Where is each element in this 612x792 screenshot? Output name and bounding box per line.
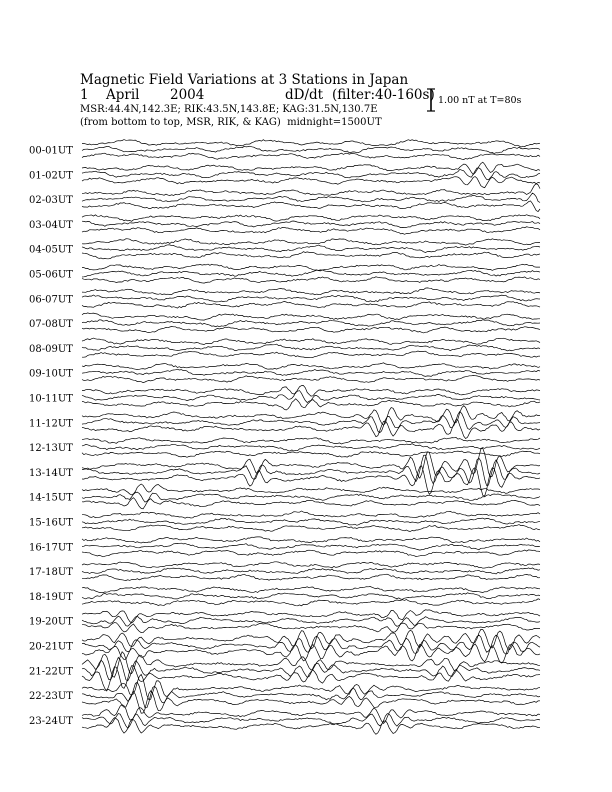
trace-RIK-18-19UT — [82, 593, 540, 599]
row-label-06-07UT: 06-07UT — [29, 294, 73, 306]
trace-KAG-16-17UT — [82, 537, 540, 543]
filter-label: (filter:40-160s) — [332, 87, 435, 103]
trace-MSR-16-17UT — [82, 550, 540, 557]
trace-MSR-07-08UT — [82, 326, 540, 333]
scale-label: 1.00 nT at T=80s — [438, 95, 522, 106]
trace-MSR-17-18UT — [82, 574, 540, 580]
row-label-12-13UT: 12-13UT — [29, 443, 73, 455]
trace-RIK-03-04UT — [82, 221, 540, 228]
trace-RIK-17-18UT — [82, 568, 540, 574]
trace-KAG-09-10UT — [82, 363, 540, 370]
row-label-19-20UT: 19-20UT — [29, 616, 73, 628]
quantity-label: dD/dt — [285, 87, 324, 103]
trace-KAG-00-01UT — [82, 140, 540, 148]
row-label-18-19UT: 18-19UT — [29, 591, 73, 603]
trace-MSR-06-07UT — [82, 301, 540, 308]
row-label-01-02UT: 01-02UT — [29, 170, 73, 182]
trace-MSR-08-09UT — [82, 351, 540, 358]
trace-MSR-15-16UT — [82, 525, 540, 532]
midnight-note: midnight=1500UT — [287, 117, 382, 128]
date-year: 2004 — [170, 87, 205, 103]
trace-KAG-05-06UT — [82, 264, 540, 271]
trace-KAG-06-07UT — [82, 288, 540, 295]
trace-MSR-03-04UT — [82, 227, 540, 235]
row-label-02-03UT: 02-03UT — [29, 195, 73, 207]
trace-KAG-19-20UT — [82, 610, 540, 623]
trace-MSR-01-02UT — [82, 177, 540, 188]
trace-KAG-12-13UT — [82, 437, 540, 444]
row-label-21-22UT: 21-22UT — [29, 666, 73, 678]
trace-MSR-20-21UT — [82, 644, 540, 663]
trace-RIK-04-05UT — [82, 245, 540, 253]
trace-RIK-06-07UT — [82, 295, 540, 302]
trace-RIK-22-23UT — [82, 682, 540, 708]
order-note: (from bottom to top, MSR, RIK, & KAG) — [80, 117, 281, 128]
row-label-15-16UT: 15-16UT — [29, 517, 73, 529]
row-label-05-06UT: 05-06UT — [29, 269, 73, 281]
trace-MSR-02-03UT — [82, 201, 540, 212]
trace-RIK-08-09UT — [82, 344, 540, 351]
trace-RIK-19-20UT — [82, 616, 540, 626]
trace-MSR-12-13UT — [82, 451, 540, 457]
station-coordinates: MSR:44.4N,142.3E; RIK:43.5N,143.8E; KAG:31.5N,130.7E — [80, 104, 378, 115]
trace-KAG-07-08UT — [82, 313, 540, 320]
trace-RIK-16-17UT — [82, 543, 540, 550]
row-label-14-15UT: 14-15UT — [29, 492, 73, 504]
trace-RIK-12-13UT — [82, 444, 540, 451]
trace-KAG-23-24UT — [82, 705, 540, 724]
trace-RIK-05-06UT — [82, 270, 540, 277]
trace-MSR-10-11UT — [82, 399, 540, 410]
trace-KAG-10-11UT — [82, 386, 540, 397]
row-label-11-12UT: 11-12UT — [29, 418, 73, 430]
row-label-23-24UT: 23-24UT — [29, 715, 73, 727]
trace-RIK-13-14UT — [82, 455, 540, 485]
row-label-10-11UT: 10-11UT — [29, 393, 73, 405]
trace-RIK-07-08UT — [82, 320, 540, 327]
trace-KAG-04-05UT — [82, 239, 540, 245]
trace-KAG-14-15UT — [82, 484, 540, 495]
trace-MSR-09-10UT — [82, 376, 540, 383]
trace-KAG-08-09UT — [82, 338, 540, 344]
row-label-04-05UT: 04-05UT — [29, 244, 73, 256]
trace-KAG-18-19UT — [82, 587, 540, 593]
trace-MSR-14-15UT — [82, 498, 540, 509]
row-label-13-14UT: 13-14UT — [29, 467, 73, 479]
row-label-08-09UT: 08-09UT — [29, 343, 73, 355]
trace-KAG-15-16UT — [82, 511, 540, 518]
trace-MSR-19-20UT — [82, 623, 540, 633]
trace-KAG-17-18UT — [82, 562, 540, 568]
trace-MSR-05-06UT — [82, 277, 540, 283]
row-label-00-01UT: 00-01UT — [29, 145, 73, 157]
trace-MSR-18-19UT — [82, 599, 540, 606]
trace-RIK-00-01UT — [82, 146, 540, 153]
row-label-17-18UT: 17-18UT — [29, 567, 73, 579]
trace-RIK-15-16UT — [82, 518, 540, 525]
row-label-20-21UT: 20-21UT — [29, 641, 73, 653]
date-month: April — [106, 87, 140, 103]
trace-MSR-00-01UT — [82, 153, 540, 160]
row-label-03-04UT: 03-04UT — [29, 219, 73, 231]
row-label-16-17UT: 16-17UT — [29, 542, 73, 554]
trace-RIK-09-10UT — [82, 369, 540, 376]
row-label-22-23UT: 22-23UT — [29, 691, 73, 703]
trace-KAG-02-03UT — [82, 184, 540, 196]
row-label-09-10UT: 09-10UT — [29, 368, 73, 380]
chart-title: Magnetic Field Variations at 3 Stations in Japan — [80, 72, 409, 88]
row-label-07-08UT: 07-08UT — [29, 319, 73, 331]
trace-KAG-03-04UT — [82, 215, 540, 222]
date-day: 1 — [80, 87, 89, 103]
trace-MSR-04-05UT — [82, 252, 540, 259]
